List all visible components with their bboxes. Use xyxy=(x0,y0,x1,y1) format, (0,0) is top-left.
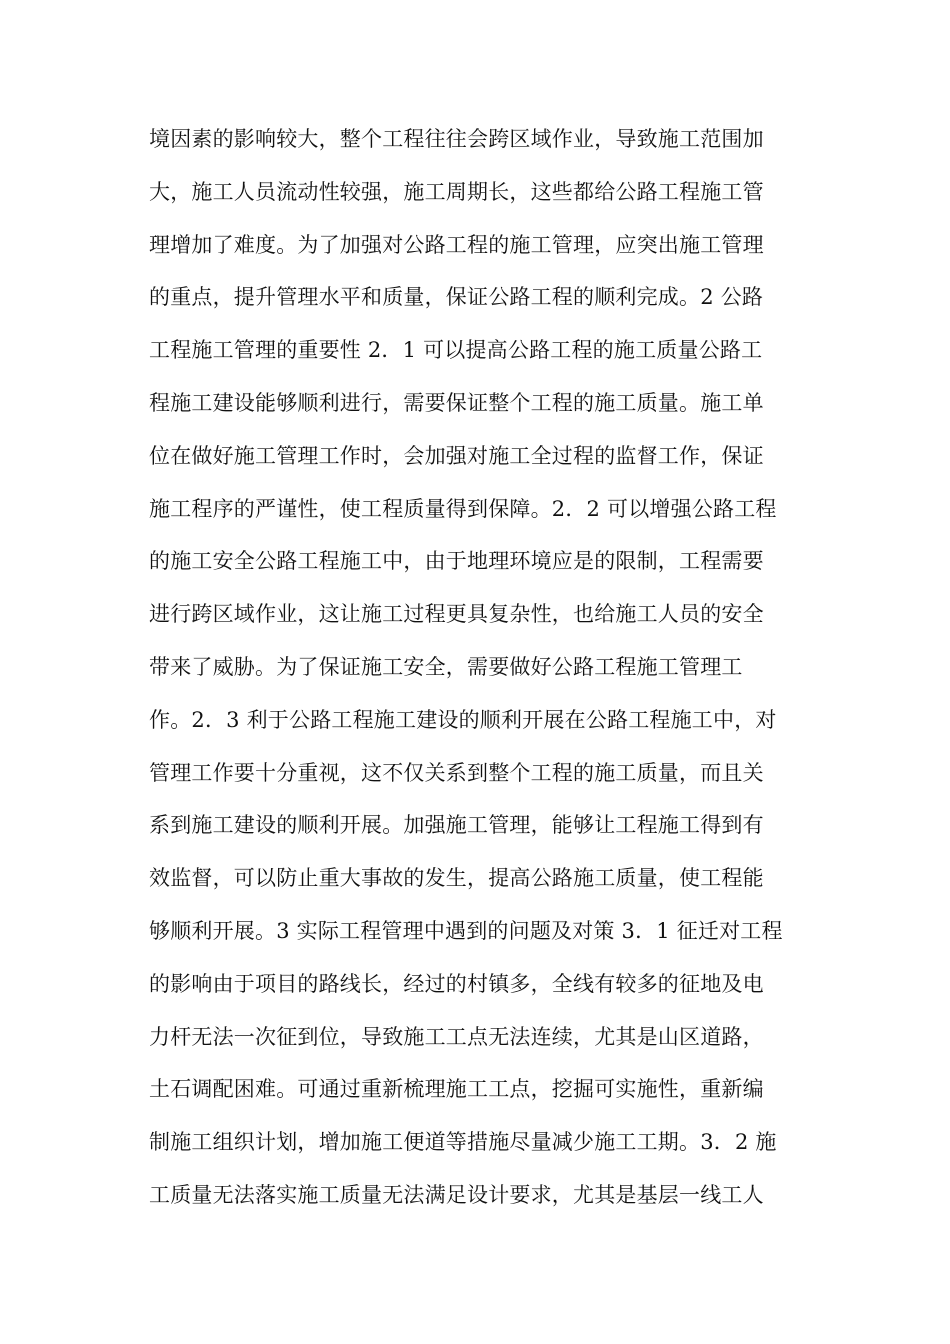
text-line: 程施工建设能够顺利进行，需要保证整个工程的施工质量。施工单 xyxy=(149,390,764,415)
text-line: 的影响由于项目的路线长，经过的村镇多，全线有较多的征地及电 xyxy=(149,971,764,996)
text-line: 的施工安全公路工程施工中，由于地理环境应是的限制，工程需要 xyxy=(149,549,764,574)
body-text xyxy=(149,117,809,1226)
text-line: 作。2．3 利于公路工程施工建设的顺利开展在公路工程施工中，对 xyxy=(149,707,777,732)
text-line: 位在做好施工管理工作时，会加强对施工全过程的监督工作，保证 xyxy=(149,443,764,468)
text-line: 效监督，可以防止重大事故的发生，提高公路施工质量，使工程能 xyxy=(149,866,764,891)
text-line: 大，施工人员流动性较强，施工周期长，这些都给公路工程施工管 xyxy=(149,179,764,204)
text-line: 力杆无法一次征到位，导致施工工点无法连续，尤其是山区道路， xyxy=(149,1024,764,1049)
text-line: 施工程序的严谨性，使工程质量得到保障。2．2 可以增强公路工程 xyxy=(149,496,777,521)
text-line: 工程施工管理的重要性 2．1 可以提高公路工程的施工质量公路工 xyxy=(149,338,763,363)
text-line: 制施工组织计划，增加施工便道等措施尽量减少施工工期。3．2 施 xyxy=(149,1130,777,1155)
text-line: 境因素的影响较大，整个工程往往会跨区域作业，导致施工范围加 xyxy=(149,127,764,151)
text-line: 工质量无法落实施工质量无法满足设计要求，尤其是基层一线工人 xyxy=(149,1182,764,1207)
text-line: 带来了威胁。为了保证施工安全，需要做好公路工程施工管理工 xyxy=(149,654,743,679)
text-line: 理增加了难度。为了加强对公路工程的施工管理，应突出施工管理 xyxy=(149,232,764,257)
text-line: 够顺利开展。3 实际工程管理中遇到的问题及对策 3．1 征迁对工程 xyxy=(149,918,783,943)
text-line: 管理工作要十分重视，这不仅关系到整个工程的施工质量，而且关 xyxy=(149,760,764,785)
text-line: 进行跨区域作业，这让施工过程更具复杂性，也给施工人员的安全 xyxy=(149,602,764,627)
text-line: 土石调配困难。可通过重新梳理施工工点，挖掘可实施性，重新编 xyxy=(149,1077,764,1102)
text-line: 系到施工建设的顺利开展。加强施工管理，能够让工程施工得到有 xyxy=(149,813,764,838)
text-line: 的重点，提升管理水平和质量，保证公路工程的顺利完成。2 公路 xyxy=(149,285,764,310)
